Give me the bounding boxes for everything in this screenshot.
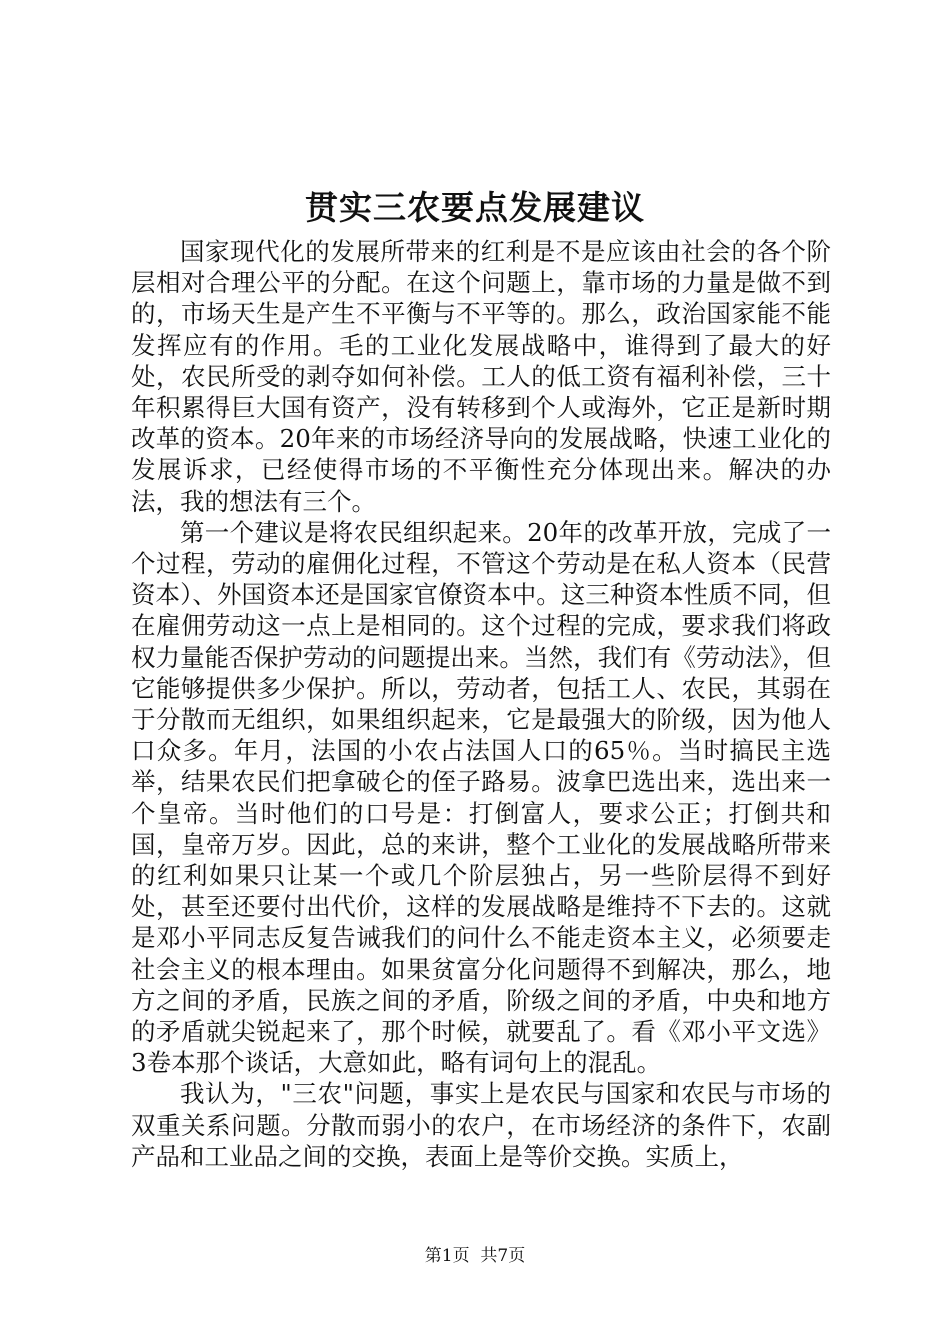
document-title: 贯实三农要点发展建议 xyxy=(305,188,645,227)
document-body xyxy=(131,236,831,1172)
paragraph-3: 我认为，"三农"问题，事实上是农民与国家和农民与市场的双重关系问题。分散而弱小的农户，在市场经济的条件下，农副产品和工业品之间的交换，表面上是等价交换。实质上， xyxy=(131,1079,831,1171)
paragraph-2: 第一个建议是将农民组织起来。20年的改革开放，完成了一个过程，劳动的雇佣化过程，不管这个劳动是在私人资本（民营资本）、外国资本还是国家官僚资本中。这三种资本性质不同，但在雇佣劳动这一点上是相同的。这个过程的完成，要求我们将政权力量能否保护劳动的问题提出来。当然，我们有《劳动法》，但它能够提供多少保护。所以，劳动者，包括工人、农民，其弱在于分散而无组织，如果组织起来，它是最强大的阶级，因为他人口众多。年月，法国的小农占法国人口的65％。当时搞民主选举，结果农民们把拿破仑的侄子路易。波拿巴选出来，选出来一个皇帝。当时他们的口号是：打倒富人，要求公正；打倒共和国，皇帝万岁。因此，总的来讲，整个工业化的发展战略所带来的红利如果只让某一个或几个阶层独占，另一些阶层得不到好处，甚至还要付出代价，这样的发展战略是维持不下去的。这就是邓小平同志反复告诫我们的问什么不能走资本主义，必须要走社会主义的根本理由。如果贫富分化问题得不到解决，那么，地方之间的矛盾，民族之间的矛盾，阶级之间的矛盾，中央和地方的矛盾就尖锐起来了，那个时候，就要乱了。看《邓小平文选》3卷本那个谈话，大意如此，略有词句上的混乱。 xyxy=(131,517,831,1078)
page-footer xyxy=(0,1244,950,1268)
page-number-indicator: 第1页 共7页 xyxy=(424,1246,526,1266)
paragraph-1: 国家现代化的发展所带来的红利是不是应该由社会的各个阶层相对合理公平的分配。在这个问题上，靠市场的力量是做不到的，市场天生是产生不平衡与不平等的。那么，政治国家能不能发挥应有的作用。毛的工业化发展战略中，谁得到了最大的好处，农民所受的剥夺如何补偿。工人的低工资有福利补偿，三十年积累得巨大国有资产，没有转移到个人或海外，它正是新时期改革的资本。20年来的市场经济导向的发展战略，快速工业化的发展诉求，已经使得市场的不平衡性充分体现出来。解决的办法，我的想法有三个。 xyxy=(131,237,831,516)
